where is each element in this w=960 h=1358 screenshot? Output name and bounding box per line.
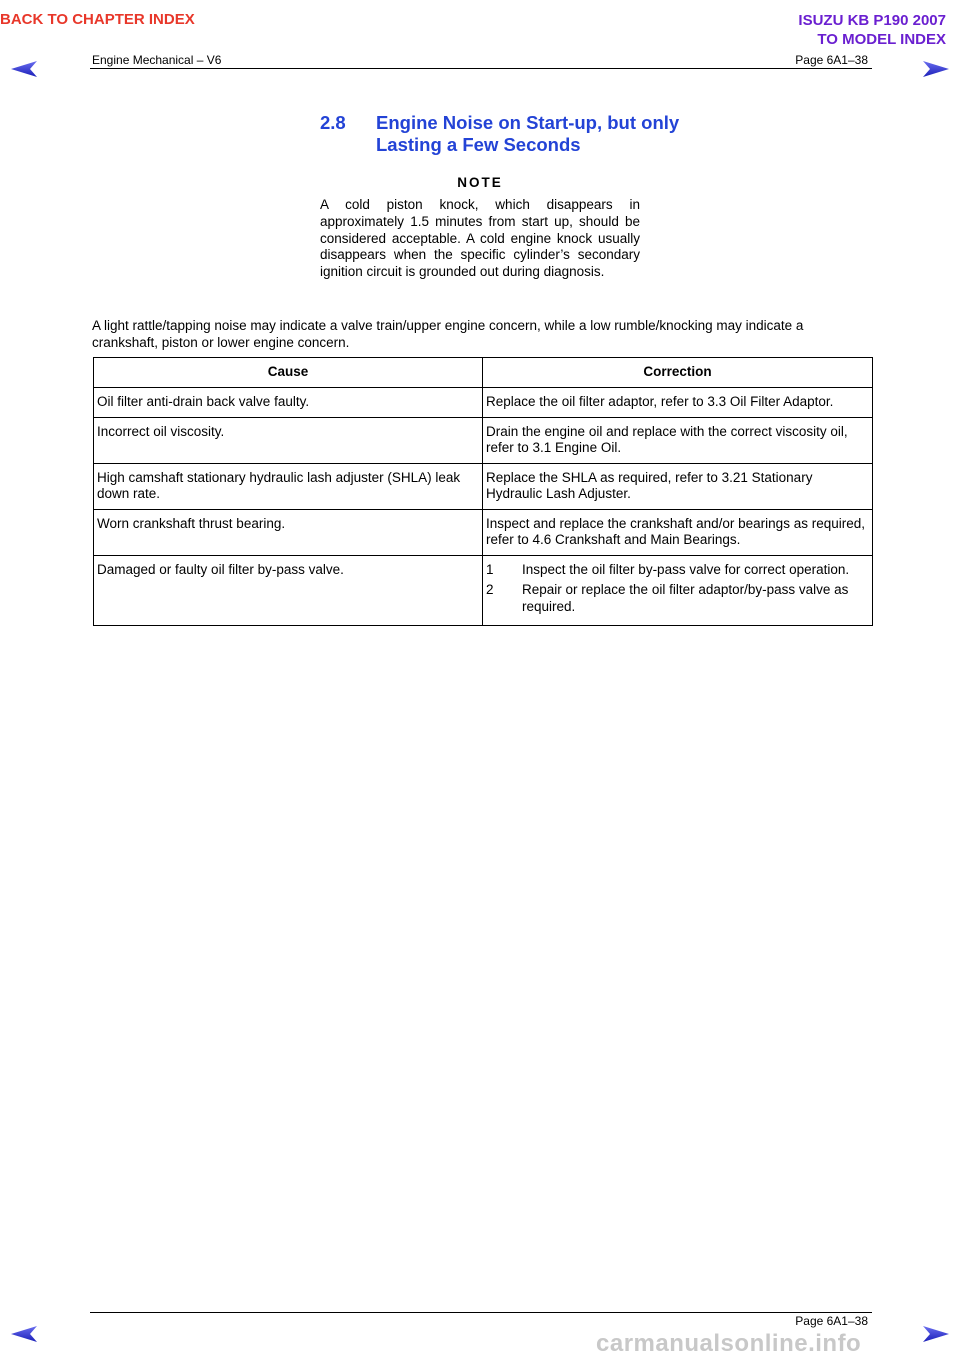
header-rule xyxy=(90,68,872,69)
intro-paragraph: A light rattle/tapping noise may indicate a valve train/upper engine concern, while a low rumble/knocking may indicate a crankshaft, piston or lower engine concern. xyxy=(92,318,804,350)
prev-page-arrow-icon[interactable] xyxy=(10,60,38,78)
table-header-row xyxy=(94,358,873,388)
note-body: A cold piston knock, which disappears in approximately 1.5 minutes from start up, should be considered acceptable. A cold engine knock usually disappears when the specific cylinder’s secondary ignition circuit is grounded out during diagnosis. xyxy=(320,197,640,280)
table-row xyxy=(94,417,873,463)
cause-cell: Incorrect oil viscosity. xyxy=(94,417,483,463)
step-text: Inspect the oil filter by-pass valve for correct operation. xyxy=(522,561,850,577)
step-number: 2 xyxy=(486,582,494,597)
header-chapter-title: Engine Mechanical – V6 xyxy=(92,53,222,67)
correction-cell: Inspect and replace the crankshaft and/or bearings as required, refer to 4.6 Crankshaft and Main Bearings. xyxy=(483,509,873,555)
correction-step xyxy=(486,582,869,615)
note-heading: NOTE xyxy=(457,175,503,190)
cause-column-header: Cause xyxy=(94,358,483,388)
correction-cell: Replace the SHLA as required, refer to 3.21 Stationary Hydraulic Lash Adjuster. xyxy=(483,463,873,509)
table-row xyxy=(94,388,873,418)
section-number: 2.8 xyxy=(320,112,346,133)
watermark: carmanualsonline.info xyxy=(596,1330,862,1357)
to-model-index-label: TO MODEL INDEX xyxy=(817,31,946,48)
back-to-chapter-index-link[interactable]: BACK TO CHAPTER INDEX xyxy=(0,11,195,28)
step-text: Repair or replace the oil filter adaptor/by-pass valve as required. xyxy=(522,582,849,614)
next-page-arrow-icon[interactable] xyxy=(922,1325,950,1343)
step-number: 1 xyxy=(486,561,494,577)
cause-cell: Worn crankshaft thrust bearing. xyxy=(94,509,483,555)
table-row xyxy=(94,555,873,626)
footer-rule xyxy=(90,1312,872,1313)
prev-page-arrow-icon[interactable] xyxy=(10,1325,38,1343)
cause-cell: Damaged or faulty oil filter by-pass valve. xyxy=(94,555,483,626)
table-row xyxy=(94,509,873,555)
correction-cell: Replace the oil filter adaptor, refer to 3.3 Oil Filter Adaptor. xyxy=(483,388,873,418)
model-index-link[interactable] xyxy=(798,11,946,49)
table-row xyxy=(94,463,873,509)
cause-cell: Oil filter anti-drain back valve faulty. xyxy=(94,388,483,418)
model-title: ISUZU KB P190 2007 xyxy=(798,12,946,29)
correction-cell xyxy=(483,555,873,626)
section-title-line-2: Lasting a Few Seconds xyxy=(376,134,581,155)
correction-column-header: Correction xyxy=(483,358,873,388)
section-title-line-1: Engine Noise on Start-up, but only xyxy=(376,112,680,133)
cause-cell: High camshaft stationary hydraulic lash adjuster (SHLA) leak down rate. xyxy=(94,463,483,509)
header-page-number: Page 6A1–38 xyxy=(795,53,868,67)
correction-step xyxy=(486,562,869,579)
next-page-arrow-icon[interactable] xyxy=(922,60,950,78)
footer-page-number: Page 6A1–38 xyxy=(795,1314,868,1328)
section-title xyxy=(376,112,679,156)
correction-cell: Drain the engine oil and replace with the correct viscosity oil, refer to 3.1 Engine Oil. xyxy=(483,417,873,463)
cause-correction-table xyxy=(93,357,873,626)
